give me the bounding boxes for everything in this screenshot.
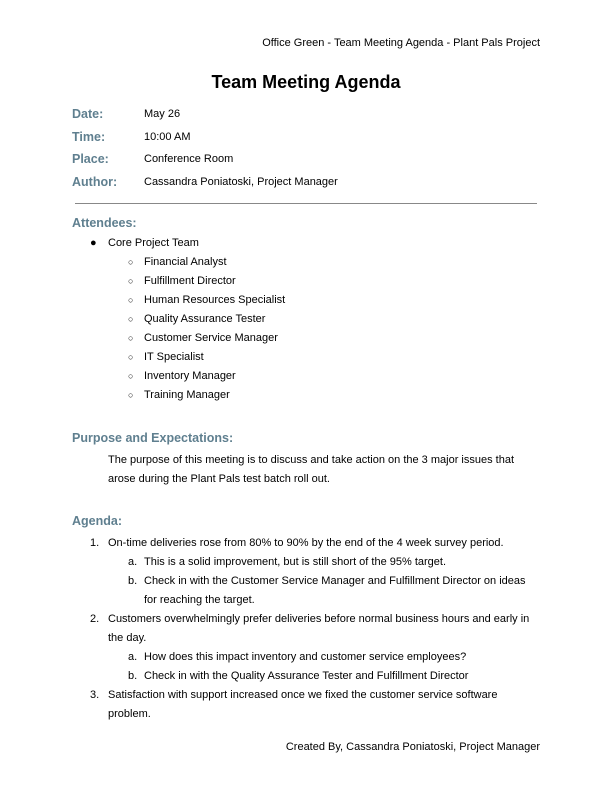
agenda-subitem-continuation [90,591,550,610]
meta-label: Date: [72,107,104,122]
agenda-subitem-text: for reaching the target. [144,594,255,606]
meta-label: Author: [72,174,118,189]
purpose-paragraph [108,451,528,489]
agenda-subitem-text: This is a solid improvement, but is still short of the 95% target. [144,556,447,568]
agenda-subitem-text: How does this impact inventory and customer service employees? [144,651,467,663]
agenda-item [90,534,550,553]
meta-label: Place: [72,152,109,167]
agenda-item-text: Satisfaction with support increased once we fixed the customer service software [108,689,498,701]
circle-bullet-icon: ○ [128,333,134,343]
agenda-subitem [90,572,550,591]
document-title: Team Meeting Agenda [211,72,401,92]
agenda-list [90,534,550,724]
meta-row-place [72,148,338,171]
agenda-item-continuation [90,705,550,724]
attendees-list [90,234,285,405]
meta-value: Cassandra Poniatoski, Project Manager [144,175,338,188]
circle-bullet-icon: ○ [128,276,134,286]
agenda-item-text: the day. [108,632,147,644]
agenda-subitem-letter: a. [128,556,138,568]
circle-bullet-icon: ○ [128,371,134,381]
purpose-line: arose during the Plant Pals test batch roll out. [108,473,330,485]
attendee-label: Customer Service Manager [144,332,278,344]
circle-bullet-icon: ○ [128,390,134,400]
attendee-label: Financial Analyst [144,256,227,268]
purpose-heading: Purpose and Expectations: [72,431,234,445]
agenda-subitem [90,648,550,667]
meta-value: Conference Room [144,153,234,166]
circle-bullet-icon: ○ [128,314,134,324]
attendee-group-label: Core Project Team [108,237,199,249]
agenda-item-continuation [90,629,550,648]
agenda-item-text: On-time deliveries rose from 80% to 90% by the end of the 4 week survey period. [108,537,504,549]
circle-bullet-icon: ○ [128,352,134,362]
attendee-label: Human Resources Specialist [144,294,286,306]
attendee-label: Fulfillment Director [144,275,236,287]
agenda-subitem [90,667,550,686]
attendee-item [90,291,285,310]
agenda-item [90,686,550,705]
agenda-subitem-text: Check in with the Quality Assurance Tester and Fulfillment Director [144,670,469,682]
meta-value: 10:00 AM [144,130,191,143]
agenda-subitem-letter: b. [128,670,138,682]
agenda-item-text: Customers overwhelmingly prefer deliveries before normal business hours and early in [108,613,530,625]
attendees-heading: Attendees: [72,216,137,230]
attendee-item [90,348,285,367]
meta-row-date [72,103,338,126]
meta-value: May 26 [144,108,181,121]
agenda-subitem-text: Check in with the Customer Service Manager and Fulfillment Director on ideas [144,575,526,587]
circle-bullet-icon: ○ [128,257,134,267]
attendee-label: Training Manager [144,389,230,401]
attendee-label: Quality Assurance Tester [144,313,266,325]
attendee-group [90,234,285,253]
meta-label: Time: [72,129,106,144]
agenda-subitem-letter: b. [128,575,138,587]
agenda-subitem-letter: a. [128,651,138,663]
attendee-item [90,367,285,386]
divider [75,203,537,204]
agenda-item-number: 3. [90,689,100,701]
agenda-item-number: 1. [90,537,100,549]
attendee-label: IT Specialist [144,351,204,363]
attendee-item [90,253,285,272]
meeting-details [72,103,338,193]
attendee-item [90,329,285,348]
agenda-heading: Agenda: [72,514,122,528]
attendee-label: Inventory Manager [144,370,236,382]
attendee-item [90,272,285,291]
bullet-icon: ● [90,237,97,249]
attendee-item [90,310,285,329]
attendee-item [90,386,285,405]
purpose-line: The purpose of this meeting is to discuss and take action on the 3 major issues that [108,454,515,466]
agenda-subitem [90,553,550,572]
meta-row-time [72,126,338,149]
agenda-item [90,610,550,629]
page-header: Office Green - Team Meeting Agenda - Plant Pals Project [262,37,540,49]
page-footer: Created By, Cassandra Poniatoski, Project Manager [285,741,540,753]
agenda-item-number: 2. [90,613,100,625]
meta-row-author [72,171,338,194]
circle-bullet-icon: ○ [128,295,134,305]
agenda-item-text: problem. [108,708,151,720]
